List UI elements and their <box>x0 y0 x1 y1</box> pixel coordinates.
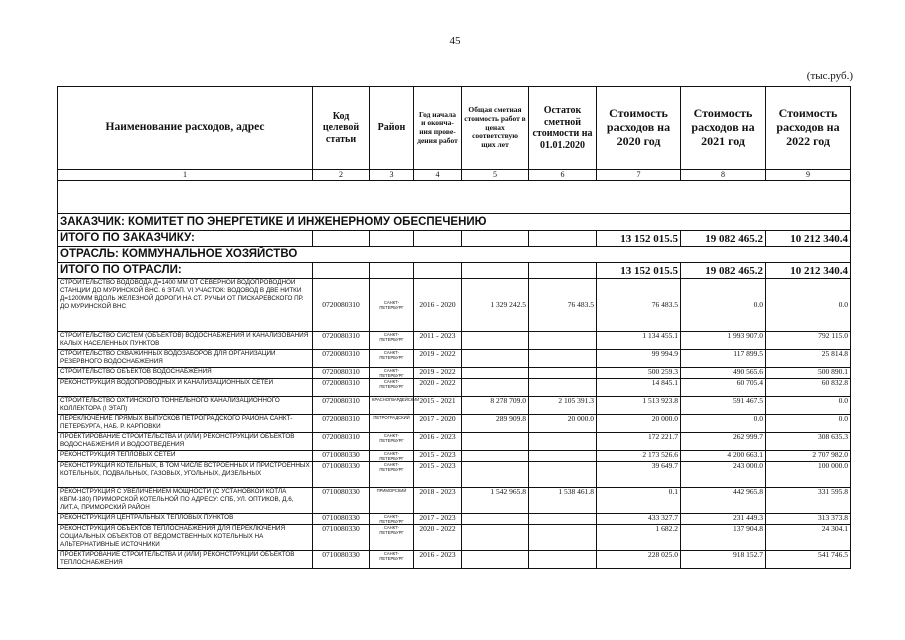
target-code: 0710080330 <box>313 451 370 462</box>
header-name: Наименование расходов, адрес <box>58 87 313 170</box>
page-number: 45 <box>449 35 461 47</box>
cost-2022: 308 635.3 <box>766 433 851 451</box>
remaining-cost <box>529 525 597 551</box>
table-row <box>58 332 851 350</box>
remaining-cost: 2 105 391.3 <box>529 397 597 415</box>
cost-2020: 172 221.7 <box>597 433 681 451</box>
column-number-row <box>58 170 851 181</box>
work-period: 2011 - 2023 <box>414 332 462 350</box>
customer-total-row <box>58 231 851 247</box>
cost-2020: 20 000.0 <box>597 415 681 433</box>
cost-2020: 2 173 526.6 <box>597 451 681 462</box>
remaining-cost <box>529 379 597 397</box>
cost-2022: 25 814.8 <box>766 350 851 368</box>
table-row <box>58 368 851 379</box>
target-code: 0720080310 <box>313 415 370 433</box>
column-number: 9 <box>766 170 851 181</box>
expense-name: ПРОЕКТИРОВАНИЕ СТРОИТЕЛЬСТВА И (ИЛИ) РЕКОНСТРУКЦИИ ОБЪЕКТОВ ТЕПЛОСНАБЖЕНИЯ <box>58 551 313 569</box>
cost-2020: 39 649.7 <box>597 462 681 488</box>
cost-2021: 4 200 663.1 <box>681 451 766 462</box>
work-period: 2016 - 2020 <box>414 279 462 332</box>
cost-2020: 1 513 923.8 <box>597 397 681 415</box>
target-code: 0720080310 <box>313 279 370 332</box>
cost-2021: 0.0 <box>681 279 766 332</box>
total-cost <box>462 379 529 397</box>
header-period: Год начала и оконча-ния прове-дения работ <box>414 87 462 170</box>
expense-name: РЕКОНСТРУКЦИЯ С УВЕЛИЧЕНИЕМ МОЩНОСТИ (С УСТАНОВКОЙ КОТЛА КВГМ-180) ПРИМОРСКОЙ КОТЕЛЬНОЙ ПО АДРЕСУ: СПБ, УЛ. ОПТИКОВ, Д.6, ЛИТ.А, ПРИМОРСКИЙ РАЙОН <box>58 488 313 514</box>
work-period: 2020 - 2022 <box>414 379 462 397</box>
expense-name: ПЕРЕКЛЮЧЕНИЕ ПРЯМЫХ ВЫПУСКОВ ПЕТРОГРАДСКОГО РАЙОНА САНКТ-ПЕТЕРБУРГА, НАБ. Р. КАРПОВКИ <box>58 415 313 433</box>
units-label: (тыс.руб.) <box>806 70 853 82</box>
cost-2022: 500 890.1 <box>766 368 851 379</box>
remaining-cost: 20 000.0 <box>529 415 597 433</box>
work-period: 2017 - 2023 <box>414 514 462 525</box>
expense-name: СТРОИТЕЛЬСТВО ОХТИНСКОГО ТОННЕЛЬНОГО КАНАЛИЗАЦИОННОГО КОЛЛЕКТОРА (I ЭТАП) <box>58 397 313 415</box>
header-cost-2021: Стоимость расходов на 2021 год <box>681 87 766 170</box>
table-row <box>58 379 851 397</box>
expense-name: РЕКОНСТРУКЦИЯ ВОДОПРОВОДНЫХ И КАНАЛИЗАЦИОННЫХ СЕТЕЙ <box>58 379 313 397</box>
work-period: 2015 - 2023 <box>414 462 462 488</box>
branch-row <box>58 247 851 263</box>
column-number: 6 <box>529 170 597 181</box>
item-rows <box>58 279 851 569</box>
total-cost: 289 909.8 <box>462 415 529 433</box>
cost-2020: 1 134 455.1 <box>597 332 681 350</box>
customer-total-2021: 19 082 465.2 <box>681 231 766 247</box>
total-cost <box>462 332 529 350</box>
branch-title: ОТРАСЛЬ: КОММУНАЛЬНОЕ ХОЗЯЙСТВО <box>58 247 851 263</box>
cost-2022: 60 832.8 <box>766 379 851 397</box>
expense-name: РЕКОНСТРУКЦИЯ ЦЕНТРАЛЬНЫХ ТЕПЛОВЫХ ПУНКТОВ <box>58 514 313 525</box>
cost-2022: 24 304.1 <box>766 525 851 551</box>
cost-2021: 231 449.3 <box>681 514 766 525</box>
table-row <box>58 350 851 368</box>
work-period: 2015 - 2021 <box>414 397 462 415</box>
remaining-cost <box>529 462 597 488</box>
district: САНКТ-ПЕТЕРБУРГ <box>370 379 414 397</box>
cost-2022: 331 595.8 <box>766 488 851 514</box>
total-cost: 1 329 242.5 <box>462 279 529 332</box>
column-number: 3 <box>370 170 414 181</box>
total-cost: 8 278 709.0 <box>462 397 529 415</box>
cost-2022: 792 115.0 <box>766 332 851 350</box>
target-code: 0720080310 <box>313 332 370 350</box>
cost-2020: 500 259.3 <box>597 368 681 379</box>
cost-2020: 0.1 <box>597 488 681 514</box>
cost-2022: 313 373.8 <box>766 514 851 525</box>
work-period: 2019 - 2022 <box>414 350 462 368</box>
expense-name: РЕКОНСТРУКЦИЯ КОТЕЛЬНЫХ, В ТОМ ЧИСЛЕ ВСТРОЕННЫХ И ПРИСТРОЕННЫХ КОТЕЛЬНЫХ, ПОДВАЛЬНЫХ, ГАЗОВЫХ, УГОЛЬНЫХ, ДИЗЕЛЬНЫХ <box>58 462 313 488</box>
table-row <box>58 551 851 569</box>
total-cost <box>462 462 529 488</box>
total-cost <box>462 514 529 525</box>
remaining-cost <box>529 551 597 569</box>
cost-2021: 490 565.6 <box>681 368 766 379</box>
column-number: 8 <box>681 170 766 181</box>
district: САНКТ-ПЕТЕРБУРГ <box>370 462 414 488</box>
expense-name: СТРОИТЕЛЬСТВО СКВАЖИННЫХ ВОДОЗАБОРОВ ДЛЯ ОРГАНИЗАЦИИ РЕЗЕРВНОГО ВОДОСНАБЖЕНИЯ <box>58 350 313 368</box>
header-cost-2022: Стоимость расходов на 2022 год <box>766 87 851 170</box>
cost-2021: 137 904.8 <box>681 525 766 551</box>
cost-2021: 591 467.5 <box>681 397 766 415</box>
total-cost <box>462 451 529 462</box>
table-row <box>58 451 851 462</box>
table-row <box>58 397 851 415</box>
target-code: 0710080330 <box>313 525 370 551</box>
district: САНКТ-ПЕТЕРБУРГ <box>370 368 414 379</box>
table-row <box>58 488 851 514</box>
district: САНКТ-ПЕТЕРБУРГ <box>370 332 414 350</box>
district: САНКТ-ПЕТЕРБУРГ <box>370 451 414 462</box>
target-code: 0720080310 <box>313 368 370 379</box>
expense-name: РЕКОНСТРУКЦИЯ ТЕПЛОВЫХ СЕТЕЙ <box>58 451 313 462</box>
cost-2022: 0.0 <box>766 279 851 332</box>
table-row <box>58 525 851 551</box>
cost-2021: 442 965.8 <box>681 488 766 514</box>
customer-title: ЗАКАЗЧИК: КОМИТЕТ ПО ЭНЕРГЕТИКЕ И ИНЖЕНЕРНОМУ ОБЕСПЕЧЕНИЮ <box>58 214 851 231</box>
table-row <box>58 462 851 488</box>
header-cost-2020: Стоимость расходов на 2020 год <box>597 87 681 170</box>
customer-total-2020: 13 152 015.5 <box>597 231 681 247</box>
target-code: 0720080310 <box>313 379 370 397</box>
cost-2021: 1 993 907.0 <box>681 332 766 350</box>
table-row <box>58 514 851 525</box>
remaining-cost <box>529 368 597 379</box>
customer-total-2022: 10 212 340.4 <box>766 231 851 247</box>
customer-total-label: ИТОГО ПО ЗАКАЗЧИКУ: <box>58 231 313 247</box>
cost-2022: 2 707 982.0 <box>766 451 851 462</box>
expense-name: ПРОЕКТИРОВАНИЕ СТРОИТЕЛЬСТВА И (ИЛИ) РЕКОНСТРУКЦИИ ОБЪЕКТОВ ВОДОСНАБЖЕНИЯ И ВОДООТВЕДЕНИЯ <box>58 433 313 451</box>
work-period: 2016 - 2023 <box>414 433 462 451</box>
cost-2020: 1 682.2 <box>597 525 681 551</box>
branch-total-2022: 10 212 340.4 <box>766 263 851 279</box>
cost-2021: 918 152.7 <box>681 551 766 569</box>
header-remaining: Остаток сметной стоимости на 01.01.2020 <box>529 87 597 170</box>
cost-2022: 0.0 <box>766 415 851 433</box>
column-number: 4 <box>414 170 462 181</box>
column-number: 7 <box>597 170 681 181</box>
table-row <box>58 279 851 332</box>
target-code: 0710080330 <box>313 462 370 488</box>
branch-total-label: ИТОГО ПО ОТРАСЛИ: <box>58 263 313 279</box>
target-code: 0710080330 <box>313 514 370 525</box>
cost-2021: 0.0 <box>681 415 766 433</box>
remaining-cost <box>529 350 597 368</box>
target-code: 0720080310 <box>313 397 370 415</box>
target-code: 0720080310 <box>313 433 370 451</box>
district: САНКТ-ПЕТЕРБУРГ <box>370 279 414 332</box>
customer-row <box>58 214 851 231</box>
cost-2020: 228 025.0 <box>597 551 681 569</box>
budget-table <box>57 86 851 569</box>
expense-name: СТРОИТЕЛЬСТВО ВОДОВОДА Д=1400 ММ ОТ СЕВЕРНОЙ ВОДОПРОВОДНОЙ СТАНЦИИ ДО МУРИНСКОЙ ВНС. 6 ЭТАП. VI УЧАСТОК: ВОДОВОД В ДВЕ НИТКИ Д=1200ММ ВДОЛЬ ЖЕЛЕЗНОЙ ДОРОГИ НА СТ. РУЧЬИ ОТ ПИСКАРЕВСКОГО ПР. ДО МУРИНСКОЙ ВНС <box>58 279 313 332</box>
expense-name: РЕКОНСТРУКЦИЯ ОБЪЕКТОВ ТЕПЛОСНАБЖЕНИЯ ДЛЯ ПЕРЕКЛЮЧЕНИЯ СОЦИАЛЬНЫХ ОБЪЕКТОВ ОТ ВЕДОМСТВЕННЫХ КОТЕЛЬНЫХ НА АЛЬТЕРНАТИВНЫЕ ИСТОЧНИКИ <box>58 525 313 551</box>
district: ПЕТРОГРАДСКИЙ <box>370 415 414 433</box>
cost-2021: 60 705.4 <box>681 379 766 397</box>
district: ПРИМОРСКИЙ <box>370 488 414 514</box>
cost-2020: 14 845.1 <box>597 379 681 397</box>
total-cost <box>462 350 529 368</box>
work-period: 2017 - 2020 <box>414 415 462 433</box>
header-district: Район <box>370 87 414 170</box>
district: САНКТ-ПЕТЕРБУРГ <box>370 350 414 368</box>
remaining-cost: 76 483.5 <box>529 279 597 332</box>
cost-2021: 243 000.0 <box>681 462 766 488</box>
total-cost: 1 542 965.8 <box>462 488 529 514</box>
column-number: 2 <box>313 170 370 181</box>
district: САНКТ-ПЕТЕРБУРГ <box>370 551 414 569</box>
cost-2021: 117 899.5 <box>681 350 766 368</box>
expense-name: СТРОИТЕЛЬСТВО ОБЪЕКТОВ ВОДОСНАБЖЕНИЯ <box>58 368 313 379</box>
total-cost <box>462 368 529 379</box>
branch-total-2020: 13 152 015.5 <box>597 263 681 279</box>
cost-2022: 541 746.5 <box>766 551 851 569</box>
table-row <box>58 415 851 433</box>
target-code: 0710080330 <box>313 551 370 569</box>
district: САНКТ-ПЕТЕРБУРГ <box>370 433 414 451</box>
remaining-cost <box>529 514 597 525</box>
target-code: 0710080330 <box>313 488 370 514</box>
column-number: 5 <box>462 170 529 181</box>
header-total-cost: Общая сметная стоимость работ в ценах соответствую щих лет <box>462 87 529 170</box>
table-row <box>58 433 851 451</box>
branch-total-row <box>58 263 851 279</box>
work-period: 2019 - 2022 <box>414 368 462 379</box>
remaining-cost <box>529 433 597 451</box>
remaining-cost <box>529 451 597 462</box>
cost-2020: 433 327.7 <box>597 514 681 525</box>
target-code: 0720080310 <box>313 350 370 368</box>
cost-2021: 262 999.7 <box>681 433 766 451</box>
work-period: 2018 - 2023 <box>414 488 462 514</box>
total-cost <box>462 551 529 569</box>
work-period: 2016 - 2023 <box>414 551 462 569</box>
column-number: 1 <box>58 170 313 181</box>
cost-2022: 100 000.0 <box>766 462 851 488</box>
total-cost <box>462 433 529 451</box>
total-cost <box>462 525 529 551</box>
work-period: 2015 - 2023 <box>414 451 462 462</box>
district: КРАСНОГВАРДЕЙСКИЙ <box>370 397 414 415</box>
branch-total-2021: 19 082 465.2 <box>681 263 766 279</box>
header-row <box>58 87 851 170</box>
work-period: 2020 - 2022 <box>414 525 462 551</box>
remaining-cost <box>529 332 597 350</box>
cost-2020: 99 994.9 <box>597 350 681 368</box>
cost-2020: 76 483.5 <box>597 279 681 332</box>
spacer-row <box>58 181 851 214</box>
header-code: Код целевой статьи <box>313 87 370 170</box>
cost-2022: 0.0 <box>766 397 851 415</box>
district: САНКТ-ПЕТЕРБУРГ <box>370 514 414 525</box>
remaining-cost: 1 538 461.8 <box>529 488 597 514</box>
district: САНКТ-ПЕТЕРБУРГ <box>370 525 414 551</box>
expense-name: СТРОИТЕЛЬСТВО СИСТЕМ (ОБЪЕКТОВ) ВОДОСНАБЖЕНИЯ И КАНАЛИЗОВАНИЯ КАЛЫХ НАСЕЛЕННЫХ ПУНКТОВ <box>58 332 313 350</box>
